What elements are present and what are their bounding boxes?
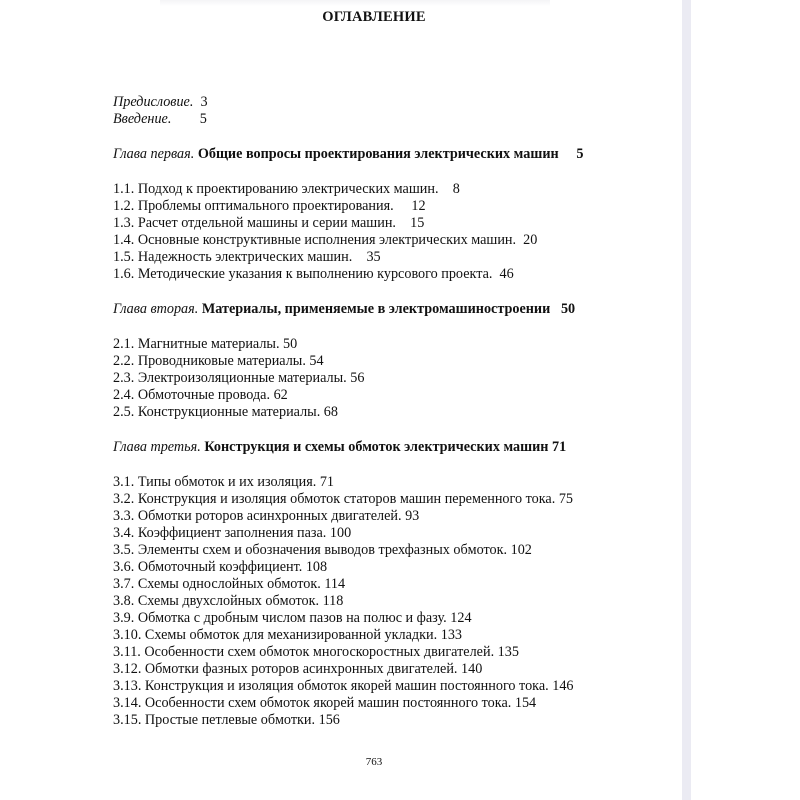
page-top-shadow: [160, 0, 550, 6]
section-page: 140: [461, 661, 483, 677]
spacer: [113, 283, 673, 301]
section-page: 71: [319, 474, 334, 490]
section-title: 2.5. Конструкционные материалы.: [113, 404, 321, 420]
section-title: 1.2. Проблемы оптимального проектирования.: [113, 198, 394, 214]
section-title: 2.3. Электроизоляционные материалы.: [113, 370, 347, 386]
section-page: 154: [514, 695, 537, 711]
spacer: [113, 128, 673, 146]
section-title: 3.1. Типы обмоток и их изоляция.: [113, 474, 317, 490]
spacer: [113, 163, 673, 181]
toc-section-entry[interactable]: [113, 232, 673, 249]
section-page: 20: [523, 232, 538, 248]
section-page: 12: [411, 198, 426, 214]
section-title: 1.4. Основные конструктивные исполнения электрических машин.: [113, 232, 517, 248]
section-title: 3.12. Обмотки фазных роторов асинхронных двигателей.: [113, 661, 458, 677]
page-number: 763: [365, 756, 383, 768]
chapter-page: 50: [560, 301, 576, 317]
section-title: 3.5. Элементы схем и обозначения выводов трехфазных обмоток.: [113, 542, 508, 558]
toc-section-entry[interactable]: [113, 644, 673, 661]
section-title: 1.3. Расчет отдельной машины и серии машин.: [113, 215, 396, 231]
section-title: 3.14. Особенности схем обмоток якорей машин постоянного тока.: [113, 695, 512, 711]
section-title: 3.13. Конструкция и изоляция обмоток якорей машин постоянного тока.: [113, 678, 549, 694]
toc-entry-introduction[interactable]: [113, 111, 673, 128]
section-page: 35: [366, 249, 381, 265]
viewer-scroll-strip[interactable]: [682, 0, 691, 800]
chapter-prefix: Глава третья.: [113, 439, 201, 455]
section-page: 46: [499, 266, 514, 282]
entry-page: 3: [200, 94, 208, 110]
toc-section-entry[interactable]: [113, 576, 673, 593]
section-page: 68: [323, 404, 338, 420]
section-title: 3.11. Особенности схем обмоток многоскоростных двигателей.: [113, 644, 495, 660]
section-title: 2.1. Магнитные материалы.: [113, 336, 280, 352]
section-page: 133: [440, 627, 462, 643]
section-page: 108: [305, 559, 328, 575]
section-page: 146: [552, 678, 574, 694]
section-page: 56: [350, 370, 365, 386]
toc-section-entry[interactable]: [113, 181, 673, 198]
section-title: 3.6. Обмоточный коэффициент.: [113, 559, 303, 575]
toc-section-entry[interactable]: [113, 627, 673, 644]
section-page: 93: [405, 508, 420, 524]
toc-section-entry[interactable]: [113, 266, 673, 283]
section-page: 100: [329, 525, 352, 541]
section-page: 114: [324, 576, 346, 592]
section-page: 102: [510, 542, 532, 558]
toc-section-entry[interactable]: [113, 336, 673, 353]
spacer: [113, 318, 673, 336]
toc-section-entry[interactable]: [113, 353, 673, 370]
toc-section-entry[interactable]: [113, 525, 673, 542]
toc-section-entry[interactable]: [113, 474, 673, 491]
section-title: 3.8. Схемы двухслойных обмоток.: [113, 593, 320, 609]
toc-section-entry[interactable]: [113, 712, 673, 729]
chapter-heading[interactable]: [113, 146, 673, 163]
section-page: 156: [318, 712, 340, 728]
entry-label: Предисловие.: [113, 94, 194, 110]
section-title: 3.10. Схемы обмоток для механизированной укладки.: [113, 627, 438, 643]
toc-section-entry[interactable]: [113, 198, 673, 215]
section-title: 2.2. Проводниковые материалы.: [113, 353, 306, 369]
section-page: 50: [283, 336, 298, 352]
chapter-title: Общие вопросы проектирования электрических машин: [197, 146, 559, 162]
section-page: 15: [410, 215, 425, 231]
spacer: [113, 421, 673, 439]
toc-section-entry[interactable]: [113, 559, 673, 576]
section-title: 3.4. Коэффициент заполнения паза.: [113, 525, 327, 541]
table-of-contents: [113, 94, 673, 729]
chapter-title: Конструкция и схемы обмоток электрических машин: [204, 439, 549, 455]
section-title: 3.15. Простые петлевые обмотки.: [113, 712, 316, 728]
toc-section-entry[interactable]: [113, 370, 673, 387]
section-title: 3.7. Схемы однослойных обмоток.: [113, 576, 321, 592]
section-title: 3.2. Конструкция и изоляция обмоток статоров машин переменного тока.: [113, 491, 556, 507]
chapter-prefix: Глава первая.: [113, 146, 195, 162]
toc-section-entry[interactable]: [113, 610, 673, 627]
section-title: 1.5. Надежность электрических машин.: [113, 249, 353, 265]
chapter-heading[interactable]: [113, 439, 673, 456]
chapter-title: Материалы, применяемые в электромашиностроении: [201, 301, 551, 317]
section-page: 75: [558, 491, 573, 507]
toc-section-entry[interactable]: [113, 593, 673, 610]
section-page: 135: [497, 644, 519, 660]
spacer: [113, 456, 673, 474]
section-title: 1.6. Методические указания к выполнению курсового проекта.: [113, 266, 493, 282]
toc-section-entry[interactable]: [113, 678, 673, 695]
entry-label: Введение.: [113, 111, 172, 127]
chapter-prefix: Глава вторая.: [113, 301, 199, 317]
toc-section-entry[interactable]: [113, 542, 673, 559]
section-page: 54: [309, 353, 324, 369]
section-page: 62: [273, 387, 288, 403]
section-title: 1.1. Подход к проектированию электрических машин.: [113, 181, 439, 197]
entry-page: 5: [199, 111, 207, 127]
toc-section-entry[interactable]: [113, 508, 673, 525]
section-page: 124: [450, 610, 472, 626]
chapter-page: 71: [552, 439, 567, 455]
section-title: 3.9. Обмотка с дробным числом пазов на полюс и фазу.: [113, 610, 447, 626]
toc-section-entry[interactable]: [113, 695, 673, 712]
section-page: 118: [322, 593, 344, 609]
toc-section-entry[interactable]: [113, 249, 673, 266]
toc-entry-preface[interactable]: [113, 94, 673, 111]
chapter-page: 5: [576, 146, 584, 162]
page-title: ОГЛАВЛЕНИЕ: [322, 9, 426, 25]
toc-section-entry[interactable]: [113, 491, 673, 508]
section-title: 3.3. Обмотки роторов асинхронных двигателей.: [113, 508, 402, 524]
toc-section-entry[interactable]: [113, 661, 673, 678]
section-title: 2.4. Обмоточные провода.: [113, 387, 271, 403]
chapter-heading[interactable]: [113, 301, 673, 318]
section-page: 8: [452, 181, 460, 197]
toc-section-entry[interactable]: [113, 404, 673, 421]
toc-section-entry[interactable]: [113, 387, 673, 404]
toc-section-entry[interactable]: [113, 215, 673, 232]
